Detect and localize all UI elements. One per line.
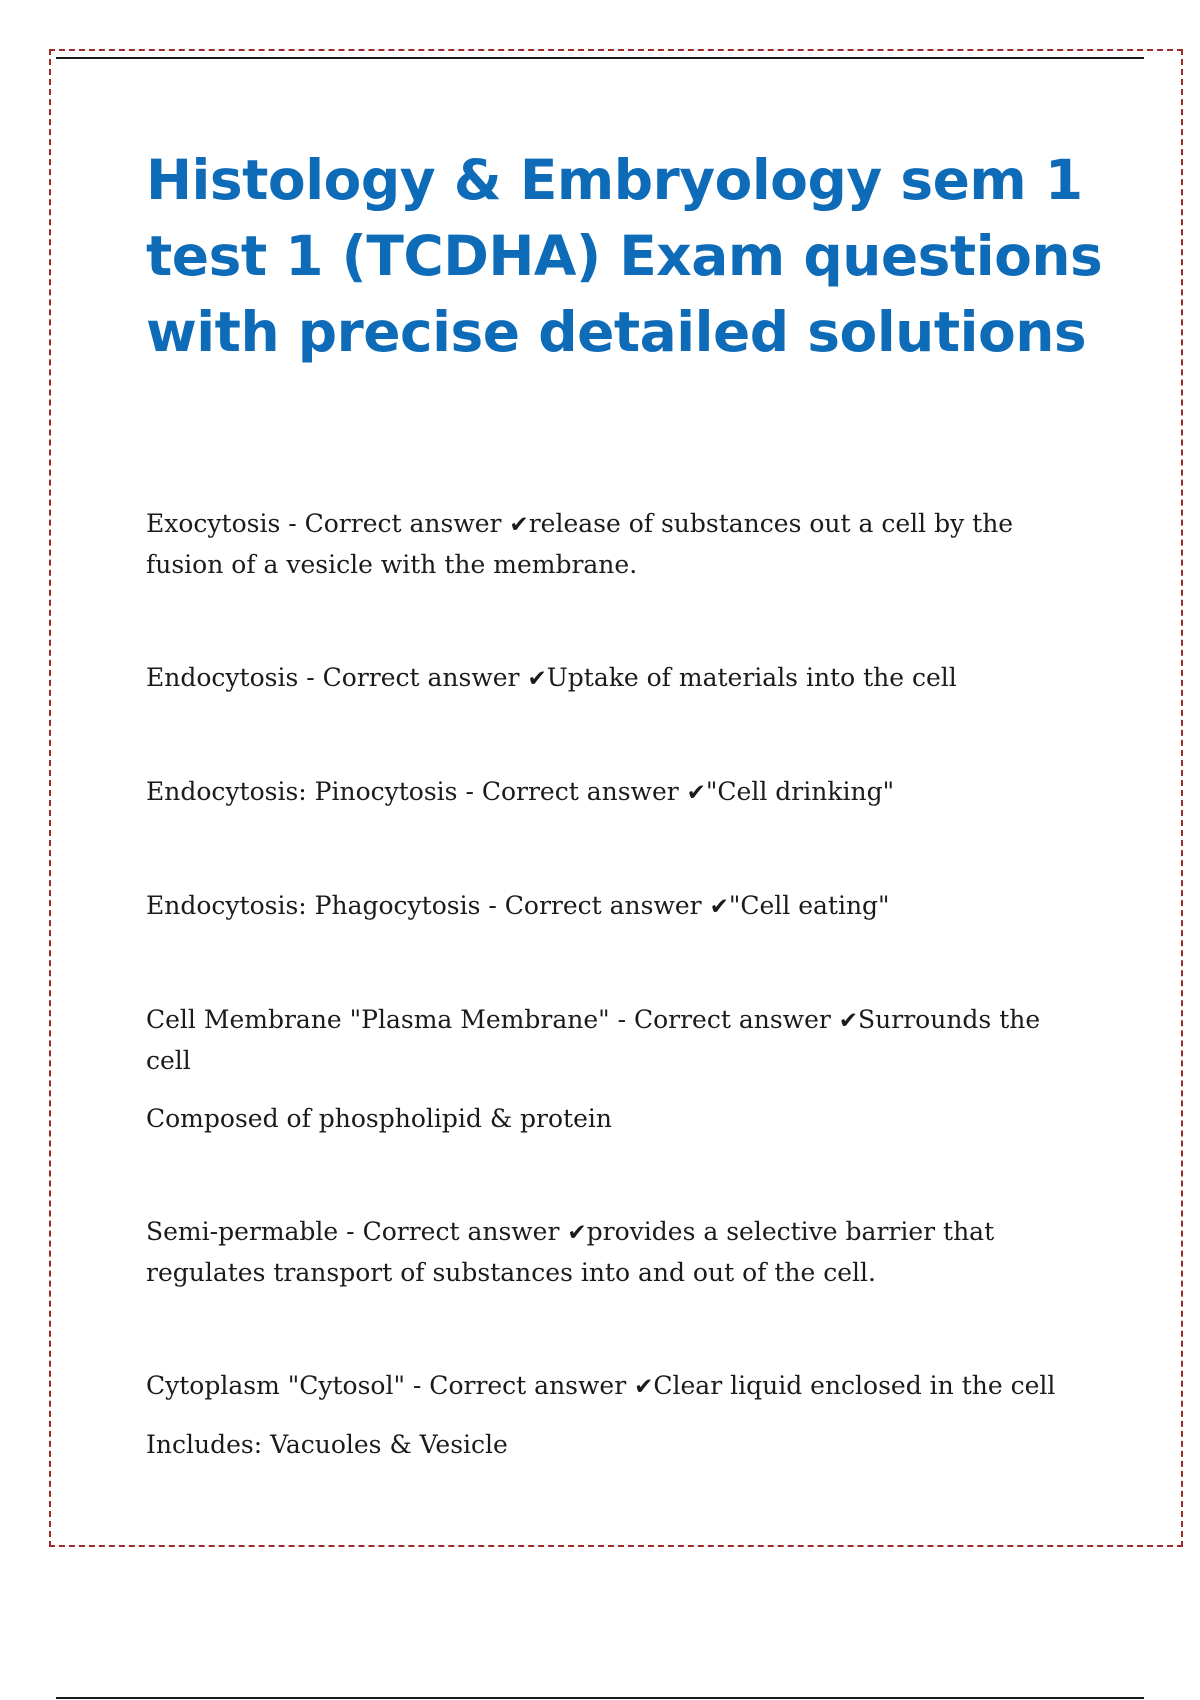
checkmark-icon: ✔ bbox=[634, 1374, 654, 1400]
qa-entry-semi-permable bbox=[146, 1212, 1086, 1293]
entry-answer: Uptake of materials into the cell bbox=[546, 663, 957, 692]
qa-entry-exocytosis bbox=[146, 504, 1086, 585]
entry-answer: "Cell drinking" bbox=[705, 777, 895, 806]
checkmark-icon: ✔ bbox=[527, 666, 547, 692]
entry-answer: release of substances out a cell by the fusion of a vesicle with the membrane. bbox=[146, 509, 1014, 579]
qa-list bbox=[146, 504, 1086, 1538]
document-title: Histology & Embryology sem 1 test 1 (TCDHA) Exam questions with precise detailed solutions bbox=[146, 148, 1103, 364]
entry-term: Cell Membrane "Plasma Membrane" bbox=[146, 1005, 610, 1034]
entry-term: Exocytosis bbox=[146, 509, 281, 538]
entry-separator: - Correct answer bbox=[480, 891, 710, 920]
entry-term: Endocytosis: Phagocytosis bbox=[146, 891, 481, 920]
entry-extra: Composed of phospholipid & protein bbox=[146, 1104, 612, 1133]
entry-separator: - Correct answer bbox=[280, 509, 510, 538]
entry-answer: "Cell eating" bbox=[728, 891, 890, 920]
qa-entry-cell-membrane bbox=[146, 1000, 1086, 1139]
entry-term: Endocytosis bbox=[146, 663, 299, 692]
entry-separator: - Correct answer bbox=[338, 1217, 568, 1246]
checkmark-icon: ✔ bbox=[567, 1220, 587, 1246]
checkmark-icon: ✔ bbox=[509, 512, 529, 538]
top-divider bbox=[56, 57, 1144, 59]
entry-term: Semi-permable bbox=[146, 1217, 339, 1246]
checkmark-icon: ✔ bbox=[686, 780, 706, 806]
entry-separator: - Correct answer bbox=[298, 663, 528, 692]
entry-separator: - Correct answer bbox=[404, 1371, 635, 1400]
entry-separator: - Correct answer bbox=[457, 777, 687, 806]
bottom-divider bbox=[56, 1697, 1144, 1699]
checkmark-icon: ✔ bbox=[838, 1008, 859, 1034]
entry-extra: Includes: Vacuoles & Vesicle bbox=[146, 1430, 508, 1459]
qa-entry-pinocytosis bbox=[146, 772, 1086, 813]
qa-entry-endocytosis bbox=[146, 658, 1086, 699]
entry-term: Cytoplasm "Cytosol" bbox=[146, 1371, 405, 1400]
qa-entry-phagocytosis bbox=[146, 886, 1086, 927]
entry-answer: Clear liquid enclosed in the cell bbox=[653, 1371, 1056, 1400]
entry-separator: - Correct answer bbox=[609, 1005, 839, 1034]
checkmark-icon: ✔ bbox=[709, 894, 729, 920]
entry-answer: Surrounds the cell bbox=[146, 1005, 1041, 1075]
entry-answer: provides a selective barrier that regulates transport of substances into and out of the cell. bbox=[146, 1217, 995, 1287]
entry-term: Endocytosis: Pinocytosis bbox=[146, 777, 458, 806]
qa-entry-cytoplasm bbox=[146, 1366, 1086, 1465]
